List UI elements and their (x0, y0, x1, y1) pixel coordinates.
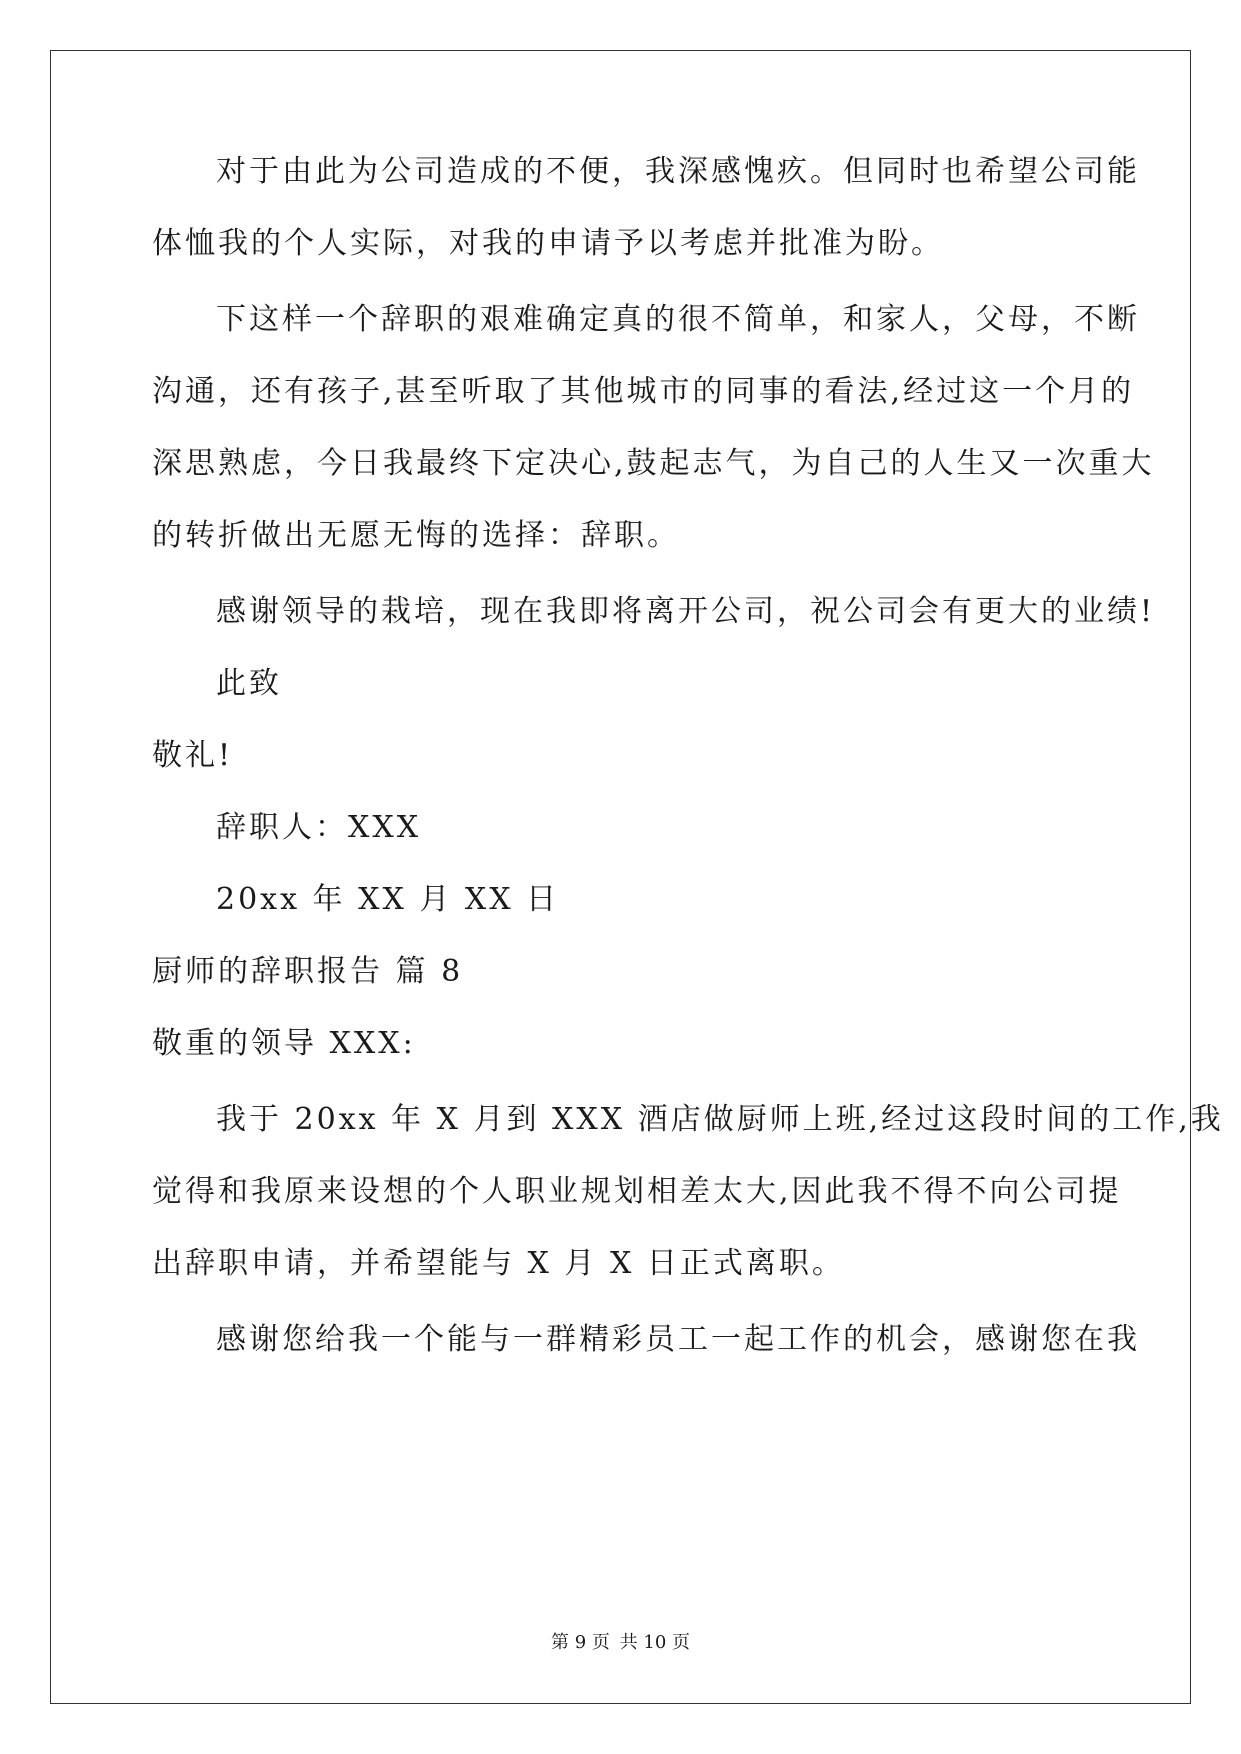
paragraph-line: 感谢领导的栽培，现在我即将离开公司，祝公司会有更大的业绩! (216, 594, 1156, 629)
paragraph-line: 出辞职申请，并希望能与 X 月 X 日正式离职。 (152, 1246, 845, 1281)
closing-salutation: 此致 (216, 666, 282, 701)
paragraph-line: 的转折做出无愿无悔的选择：辞职。 (152, 518, 680, 553)
paragraph-line: 对于由此为公司造成的不便，我深感愧疚。但同时也希望公司能 (216, 154, 1140, 189)
paragraph-line: 觉得和我原来设想的个人职业规划相差太大,因此我不得不向公司提 (152, 1174, 1122, 1209)
section-heading: 厨师的辞职报告 篇 8 (152, 954, 464, 989)
paragraph-line: 下这样一个辞职的艰难确定真的很不简单，和家人，父母，不断 (216, 302, 1140, 337)
page-total: 共 10 页 (619, 1632, 690, 1653)
date-line: 20xx 年 XX 月 XX 日 (216, 882, 560, 917)
paragraph-line: 感谢您给我一个能与一群精彩员工一起工作的机会，感谢您在我 (216, 1322, 1140, 1357)
page-border (50, 50, 1191, 1704)
closing-regards: 敬礼! (152, 738, 234, 773)
signature-line: 辞职人：XXX (216, 810, 422, 845)
paragraph-line: 沟通，还有孩子,甚至听取了其他城市的同事的看法,经过这一个月的 (152, 374, 1135, 409)
recipient-line: 敬重的领导 XXX: (152, 1026, 416, 1061)
page-number: 第 9 页 (551, 1632, 610, 1653)
paragraph-line: 深思熟虑，今日我最终下定决心,鼓起志气，为自己的人生又一次重大 (152, 446, 1155, 481)
paragraph-line: 体恤我的个人实际，对我的申请予以考虑并批准为盼。 (152, 226, 944, 261)
page-footer (0, 1628, 1241, 1654)
paragraph-line: 我于 20xx 年 X 月到 XXX 酒店做厨师上班,经过这段时间的工作,我 (216, 1102, 1224, 1137)
